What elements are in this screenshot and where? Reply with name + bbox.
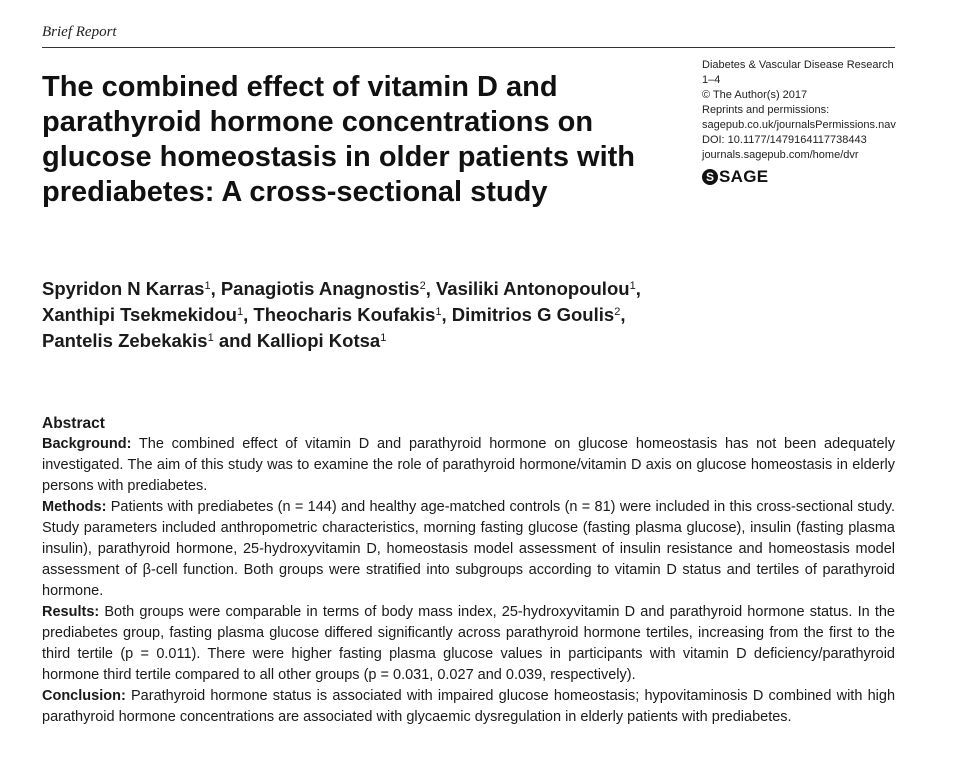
abstract-methods bbox=[42, 497, 895, 602]
sage-logo bbox=[702, 166, 768, 188]
background-text: The combined effect of vitamin D and parathyroid hormone on glucose homeostasis has not been adequately investigated. The aim of this study was to examine the role of parathyroid hormone/vitamin D axis on glucose homeostasis in elderly persons with prediabetes. bbox=[42, 436, 895, 494]
title-line: The combined effect of vitamin D and bbox=[42, 71, 558, 103]
author-line bbox=[42, 328, 902, 354]
header-rule bbox=[42, 47, 895, 48]
title-line: parathyroid hormone concentrations on bbox=[42, 106, 594, 138]
abstract-background bbox=[42, 434, 895, 497]
author-name: Kalliopi Kotsa bbox=[256, 330, 381, 351]
author-separator: , bbox=[243, 304, 254, 325]
doi[interactable]: DOI: 10.1177/1479164117738443 bbox=[702, 134, 867, 146]
author-separator: and bbox=[213, 330, 257, 351]
affiliation-marker: 1 bbox=[236, 306, 244, 318]
abstract-results bbox=[42, 602, 895, 686]
page-range: 1–4 bbox=[702, 74, 721, 86]
affiliation-marker: 1 bbox=[207, 332, 214, 344]
abstract-conclusion bbox=[42, 686, 895, 728]
author-separator: , bbox=[425, 278, 436, 299]
title-line: prediabetes: A cross-sectional study bbox=[42, 176, 548, 208]
methods-text: Patients with prediabetes (n = 144) and healthy age-matched controls (n = 81) were included in this cross-sectional study. Study parameters included anthropometric characteristics, morning fasting glucose (fasting plasma glucose), insulin (fasting plasma insulin), parathyroid hormone, 25-hydroxyvitamin D, homeostasis model assessment of insulin resistance and homeostasis model assessment of β-cell function. Both groups were stratified into subgroups according to vitamin D status and tertiles of parathyroid hormone. bbox=[42, 499, 895, 599]
author-list bbox=[42, 276, 902, 354]
copyright: © The Author(s) 2017 bbox=[702, 89, 808, 101]
author-separator: , bbox=[620, 304, 626, 325]
affiliation-marker: 2 bbox=[419, 280, 426, 292]
background-label: Background: bbox=[42, 436, 132, 452]
author-name: Theocharis Koufakis bbox=[253, 304, 436, 325]
sage-mark-icon: S bbox=[702, 169, 718, 185]
article-title bbox=[42, 70, 687, 210]
author-separator: , bbox=[635, 278, 641, 299]
title-line: glucose homeostasis in older patients with bbox=[42, 141, 635, 173]
reprints-label: Reprints and permissions: bbox=[702, 104, 830, 116]
abstract bbox=[42, 413, 895, 728]
results-text: Both groups were comparable in terms of body mass index, 25-hydroxyvitamin D and parathyroid hormone status. In the prediabetes group, fasting plasma glucose differed significantly across parathyroid hormone tertiles, increasing from the first to the third tertile (p = 0.011). There were higher fasting plasma glucose values in participants with vitamin D deficiency/parathyroid hormone third tertile compared to all other groups (p = 0.031, 0.027 and 0.039, respectively). bbox=[42, 604, 895, 683]
results-label: Results: bbox=[42, 604, 100, 620]
author-name: Pantelis Zebekakis bbox=[42, 330, 208, 351]
affiliation-marker: 2 bbox=[614, 306, 621, 318]
author-name: Panagiotis Anagnostis bbox=[220, 278, 420, 299]
author-name: Dimitrios G Goulis bbox=[451, 304, 615, 325]
abstract-heading: Abstract bbox=[42, 415, 105, 432]
journal-link[interactable]: journals.sagepub.com/home/dvr bbox=[702, 149, 859, 161]
reprints-link[interactable]: sagepub.co.uk/journalsPermissions.nav bbox=[702, 119, 896, 131]
publication-info bbox=[702, 58, 902, 163]
affiliation-marker: 1 bbox=[204, 280, 211, 292]
section-label: Brief Report bbox=[42, 24, 117, 40]
sage-logo-text: SAGE bbox=[719, 167, 769, 186]
affiliation-marker: 1 bbox=[380, 332, 387, 344]
author-separator: , bbox=[441, 304, 452, 325]
affiliation-marker: 1 bbox=[435, 306, 442, 318]
author-separator: , bbox=[210, 278, 221, 299]
journal-name: Diabetes & Vascular Disease Research bbox=[702, 59, 894, 71]
author-line bbox=[42, 302, 902, 328]
conclusion-text: Parathyroid hormone status is associated with impaired glucose homeostasis; hypovitaminosis D combined with high parathyroid hormone concentrations are associated with glycaemic dysregulation in elderly patients with prediabetes. bbox=[42, 688, 896, 725]
author-name: Xanthipi Tsekmekidou bbox=[42, 304, 237, 325]
methods-label: Methods: bbox=[42, 499, 107, 515]
author-name: Spyridon N Karras bbox=[42, 278, 205, 299]
affiliation-marker: 1 bbox=[629, 280, 636, 292]
author-name: Vasiliki Antonopoulou bbox=[435, 278, 630, 299]
author-line bbox=[42, 276, 902, 302]
conclusion-label: Conclusion: bbox=[42, 688, 126, 704]
